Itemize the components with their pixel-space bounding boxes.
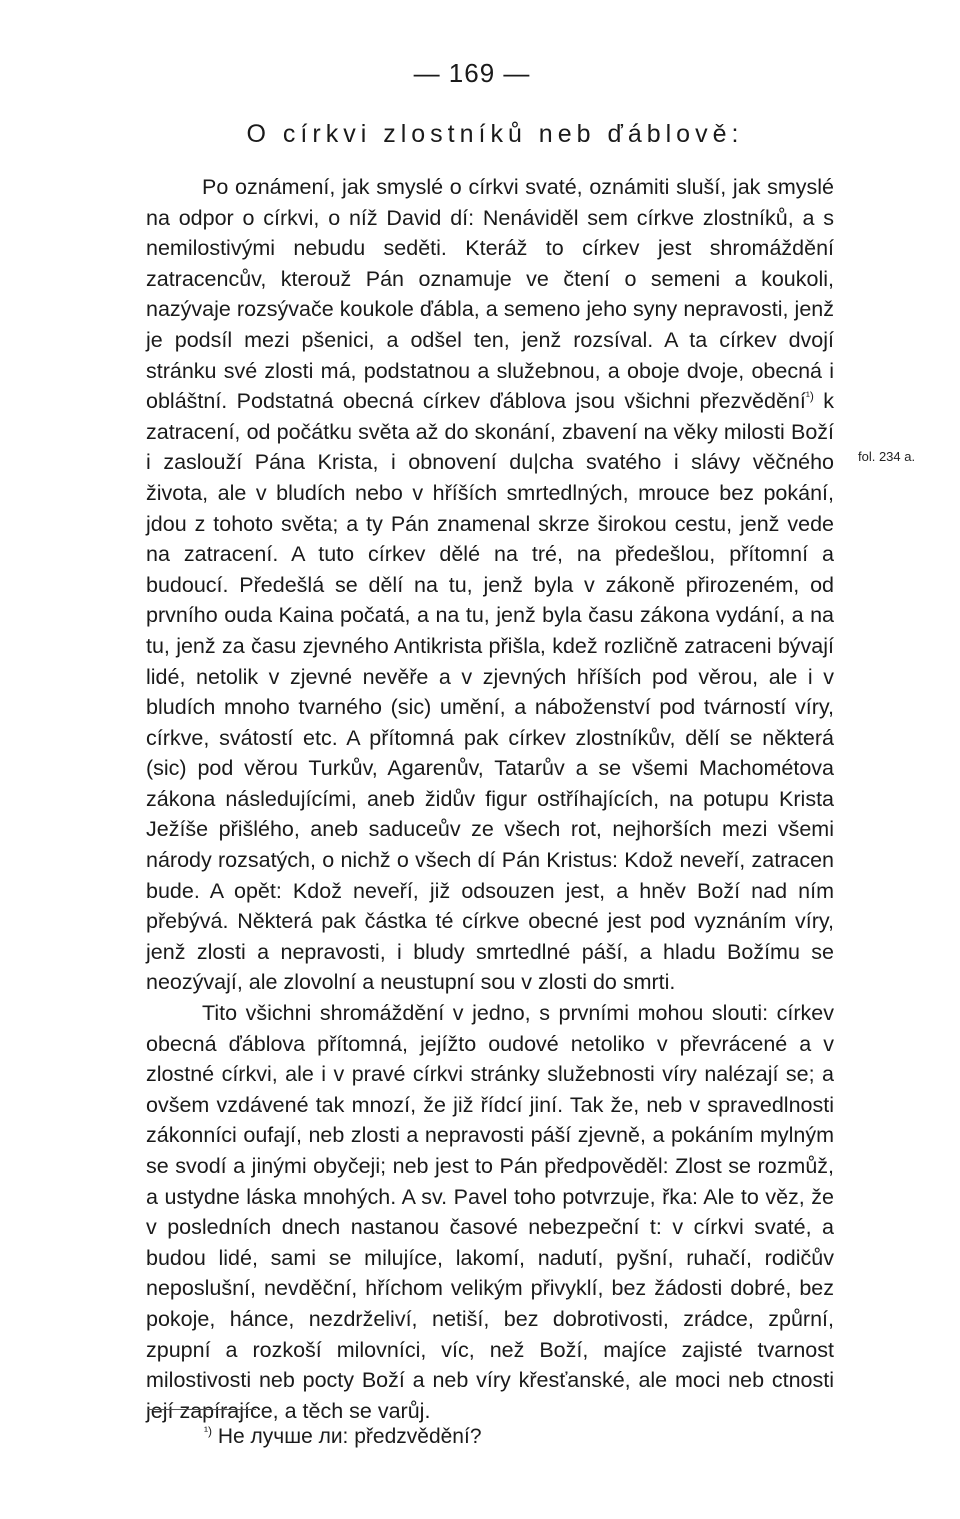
footnote-mark: ¹) — [204, 1424, 212, 1438]
paragraph-1-start: Po oznámení, jak smyslé o církvi svaté, oznámiti sluší, jak smyslé na odpor o církvi, o níž David dí: Nenáviděl sem církve zlostníků, a s nemilostivými nebudu seděti. Kteráž to církev jest shromáždění zatracencův, kterouž Pán oznamuje ve čtení o semeni a koukoli, nazývaje rozsývače koukole ďábla, a semeno jeho syny nepravosti, jenž je podsíl mezi pšenici, a odšel ten, jenž rozsíval. A ta církev dvojí stránku své zlosti má, podstatnou a služebnou, a oboje dvoje, obecná i obláštní. Podstatná obecná církev ďáblova jsou všichni přezvědění — [146, 175, 834, 414]
footnote-text: Не лучше ли: předzvědění? — [217, 1425, 482, 1448]
footnote — [204, 1424, 482, 1450]
paragraph-1-rest: k zatracení, od počátku světa až do skonání, zbavení na věky milosti Boží i zaslouží Pána Krista, i obnovení du|cha svatého i slávy věčného života, ale v bludích nebo v hříších smrtedlných, mrouce bez pokání, jdou z tohoto světa; a ty Pán znamenal skrze širokou cestu, jenž vede na zatracení. A tuto církev dělé na tré, na předešlou, přítomní a budoucí. Předešlá se dělí na tu, jenž byla v zákoně přirozeném, od prvního ouda Kaina počatá, a na tu, jenž byla času zákona vydání, a na tu, jenž za času zjevného Antikrista přišla, kdež rozličně zatraceni bývají lidé, netolik v zjevné nevěře a v zjevných hříších pod věrou, ale i v bludích mnoho tvarného (sic) umění, a náboženství pod tvárností víry, církve, svátostí etc. A přítomná pak církev zlostníkův, dělí se některá (sic) pod věrou Turkův, Agarenův, Tatarův a se všemi Machométova zákona následujícími, aneb židův figur ostříhajících, na potupu Krista Ježíše přišlého, aneb saduceův ze všech rot, nejhorších mezi všemi národy rozsatých, o nichž o všech dí Pán Kristus: Kdož neveří, zatracen bude. A opět: Kdož neveří, již odsouzen jest, a hněv Boží nad ním přebývá. Některá pak částka té církve obecné jest pod vyznáním víry, jenž zlosti a nepravosti, i bludy smrtedlné páší, a hladu Božímu se neozývají, ale zlovolní a neustupní sou v zlosti do smrti. — [146, 389, 834, 995]
main-text — [146, 172, 834, 1426]
footnote-reference: ¹) — [805, 389, 814, 403]
page-number: — 169 — — [413, 58, 531, 88]
paragraph-2: Tito všichni shromáždění v jedno, s prvními mohou slouti: církev obecná ďáblova přítomná, jejížto oudové netoliko v převrácené a v zlostné církvi, ale i v pravé církvi stránky služebnosti víry nalézají se; a ovšem vzdávené tak mnozí, že již řídcí jiní. Tak že, neb v spravedlnosti zákonníci oufají, neb zlosti a nepravosti páší zjevně, a pokáním mylným se svodí a jinými obyčeji; neb jest to Pán předpověděl: Zlost se rozmůž, a ustydne láska mnohých. A sv. Pavel toho potvrzuje, řka: Ale to věz, že v posledních dnech nastanou časové nebezpeční t: v církvi svaté, a budou lidé, sami se milujíce, lakomí, nadutí, pyšní, ruhačí, rodičův neposlušní, nevděční, hříchom velikým přivyklí, bez žádosti dobré, bez pokoje, hánce, nezdrželiví, netiší, bez dobrotivosti, zrádce, způrní, zpupní a rozkoší milovníci, víc, než Boží, majíce zajisté tvarnost milostivosti neb pocty Boží a neb víry křesťanské, ale moci neb ctnosti její zapírajíce, a těch se varůj. — [146, 1001, 834, 1423]
chapter-heading: O církvi zlostníků neb ďáblově: — [246, 120, 744, 148]
paragraph-1 — [146, 172, 834, 998]
folio-marginal-note: fol. 234 a. — [858, 449, 916, 464]
footnote-divider — [148, 1409, 256, 1410]
